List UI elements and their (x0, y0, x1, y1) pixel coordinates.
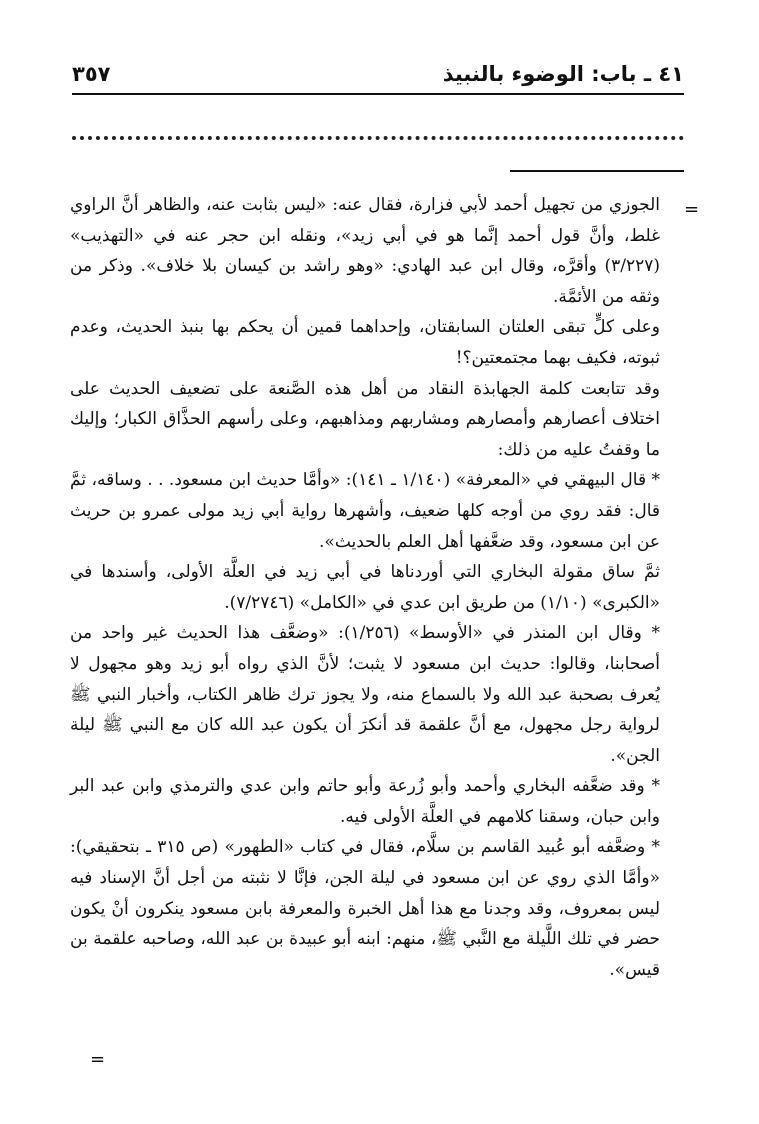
footnote-body (70, 190, 660, 985)
dotted-separator (72, 136, 684, 140)
paragraph: الجوزي من تجهيل أحمد لأبي فزارة، فقال عنه: «ليس بثابت عنه، والظاهر أنَّ الراوي غلط، وأنَّ قول أحمد إنَّما هو في أبي زيد»، ونقله ابن حجر عنه في «التهذيب» (٣/٢٢٧) وأقرَّه، وقال ابن عبد الهادي: «وهو راشد بن كيسان بلا خلاف». وذكر من وثقه من الأئمَّة. (70, 195, 660, 307)
chapter-title: ٤١ ـ باب: الوضوء بالنبيذ (442, 62, 684, 86)
paragraph: * وقال ابن المنذر في «الأوسط» (١/٢٥٦): «وضعَّف هذا الحديث غير واحد من أصحابنا، وقالوا: حديث ابن مسعود لا يثبت؛ لأنَّ الذي رواه أبو زيد وهو مجهول لا يُعرف بصحبة عبد الله ولا بالسماع منه، ولا يجوز ترك ظاهر الكتاب، وأخبار النبي ﷺ لرواية رجل مجهول، مع أنَّ علقمة قد أنكرَ أن يكون عبد الله كان مع النبي ﷺ ليلة الجن». (70, 623, 660, 766)
paragraph: وقد تتابعت كلمة الجهابذة النقاد من أهل هذه الصَّنعة على تضعيف الحديث على اختلاف أعصارهم وأمصارهم ومشاربهم ومذاهبهم، وعلى رأسهم الحذَّاق الكبار؛ وإليك ما وقفتُ عليه من ذلك: (70, 378, 660, 460)
paragraph: وعلى كلٍّ تبقى العلتان السابقتان، وإحداهما قمين أن يحكم بها بنبذ الحديث، وعدم ثبوته، فكيف بهما مجتمعتين؟! (70, 317, 660, 368)
header-rule (72, 93, 684, 95)
page-header (72, 60, 684, 92)
continuation-mark-start: = (684, 199, 700, 220)
paragraph: * قال البيهقي في «المعرفة» (١/١٤٠ ـ ١٤١): «وأمَّا حديث ابن مسعود. . . وساقه، ثمَّ قال: فقد روي من أوجه كلها ضعيف، وأشهرها رواية أبي زيد مولى عمرو بن حريث عن ابن مسعود، وقد ضعَّفها أهل العلم بالحديث». (70, 470, 660, 552)
paragraph: * وضعَّفه أبو عُبيد القاسم بن سلَّام، فقال في كتاب «الطهور» (ص ٣١٥ ـ بتحقيقي): «وأمَّا الذي روي عن ابن مسعود في ليلة الجن، فإنَّا لا نثبته من أجل أنَّ الإسناد فيه ليس بمعروف، وقد وجدنا مع هذا أهل الخبرة والمعرفة بابن مسعود ينكرون أنْ يكون حضر في تلك اللَّيلة مع النَّبي ﷺ، منهم: ابنه أبو عبيدة بن عبد الله، وصاحبه علقمة بن قيس». (70, 837, 660, 980)
continuation-mark-end: = (90, 1049, 106, 1070)
page-number: ٣٥٧ (72, 62, 111, 86)
paragraph: * وقد ضعَّفه البخاري وأحمد وأبو زُرعة وأبو حاتم وابن عدي والترمذي وابن عبد البر وابن حبان، وسقنا كلامهم في العلَّة الأولى فيه. (70, 776, 660, 827)
footnote-rule (510, 170, 684, 172)
paragraph: ثمَّ ساق مقولة البخاري التي أوردناها في أبي زيد في العلَّة الأولى، وأسندها في «الكبرى» (١/١٠) من طريق ابن عدي في «الكامل» (٧/٢٧٤٦). (70, 562, 660, 613)
